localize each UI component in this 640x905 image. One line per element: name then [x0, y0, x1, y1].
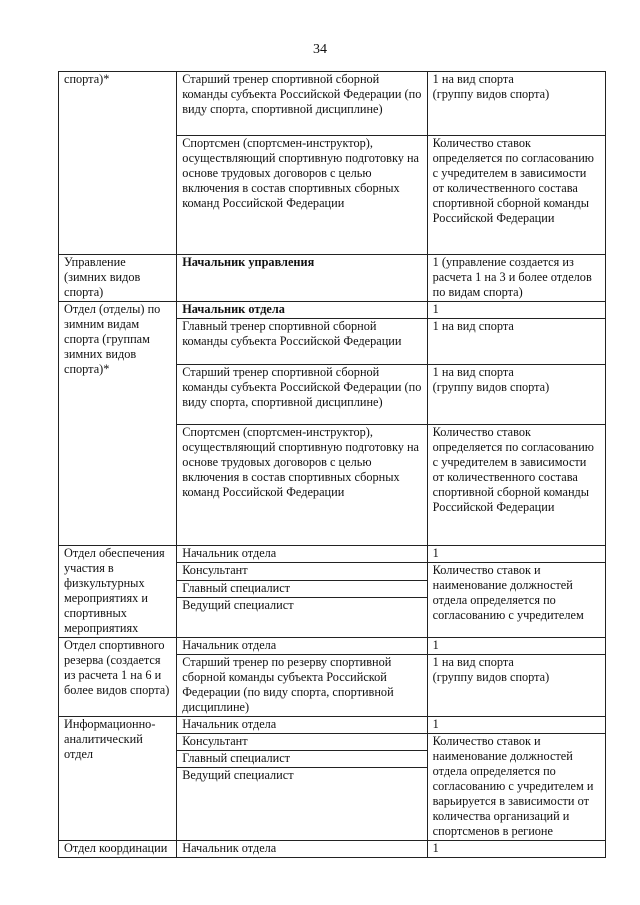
- table-row: [59, 72, 606, 136]
- table-row: [59, 638, 606, 655]
- unit-cell: Отдел (отделы) по зимним видам спорта (группам зимних видов спорта)*: [59, 302, 177, 546]
- position-cell: Ведущий специалист: [177, 598, 427, 638]
- unit-cell: Отдел координации: [59, 841, 177, 858]
- quota-cell: Количество ставок определяется по согласованию с учредителем в зависимости от количественного состава спортивной сборной команды Российской Федерации: [427, 136, 605, 255]
- quota-cell: 1: [427, 546, 605, 563]
- quota-cell: 1 (управление создается из расчета 1 на 3 и более отделов по видам спорта): [427, 255, 605, 302]
- position-cell: Главный специалист: [177, 751, 427, 768]
- unit-cell: Отдел обеспечения участия в физкультурных мероприятиях и спортивных мероприятиях: [59, 546, 177, 638]
- quota-cell: Количество ставок определяется по согласованию с учредителем в зависимости от количественного состава спортивной сборной команды Российской Федерации: [427, 425, 605, 546]
- position-cell: Старший тренер спортивной сборной команды субъекта Российской Федерации (по виду спорта, спортивной дисциплине): [177, 365, 427, 425]
- table-row: [59, 717, 606, 734]
- quota-cell: 1 на вид спорта (группу видов спорта): [427, 365, 605, 425]
- quota-cell: 1: [427, 302, 605, 319]
- quota-cell: 1: [427, 841, 605, 858]
- position-cell: Старший тренер спортивной сборной команды субъекта Российской Федерации (по виду спорта, спортивной дисциплине): [177, 72, 427, 136]
- staffing-table: [58, 71, 606, 858]
- position-cell: Начальник отдела: [177, 546, 427, 563]
- quota-cell: 1 на вид спорта (группу видов спорта): [427, 655, 605, 717]
- position-cell: Ведущий специалист: [177, 768, 427, 841]
- unit-cell: Информационно-аналитический отдел: [59, 717, 177, 841]
- position-cell: Начальник управления: [177, 255, 427, 302]
- position-cell: Начальник отдела: [177, 717, 427, 734]
- position-cell: Старший тренер по резерву спортивной сборной команды субъекта Российской Федерации (по виду спорта, спортивной дисциплине): [177, 655, 427, 717]
- position-cell: Консультант: [177, 563, 427, 581]
- table-row: [59, 546, 606, 563]
- quota-cell: Количество ставок и наименование должностей отдела определяется по согласованию с учредителем: [427, 563, 605, 638]
- position-cell: Главный тренер спортивной сборной команды субъекта Российской Федерации: [177, 319, 427, 365]
- unit-cell: спорта)*: [59, 72, 177, 255]
- unit-cell: Управление (зимних видов спорта): [59, 255, 177, 302]
- position-cell: Консультант: [177, 734, 427, 751]
- quota-cell: Количество ставок и наименование должностей отдела определяется по согласованию с учредителем и варьируется в зависимости от количества организаций и спортсменов в регионе: [427, 734, 605, 841]
- position-cell: Начальник отдела: [177, 302, 427, 319]
- table-row: [59, 841, 606, 858]
- table-row: [59, 255, 606, 302]
- position-cell: Спортсмен (спортсмен-инструктор), осуществляющий спортивную подготовку на основе трудовых договоров с целью включения в состав спортивных сборных команд Российской Федерации: [177, 425, 427, 546]
- quota-cell: 1 на вид спорта (группу видов спорта): [427, 72, 605, 136]
- quota-cell: 1: [427, 717, 605, 734]
- quota-cell: 1: [427, 638, 605, 655]
- position-cell: Начальник отдела: [177, 841, 427, 858]
- position-cell: Начальник отдела: [177, 638, 427, 655]
- page-number: 34: [313, 42, 327, 57]
- unit-cell: Отдел спортивного резерва (создается из расчета 1 на 6 и более видов спорта): [59, 638, 177, 717]
- position-cell: Главный специалист: [177, 581, 427, 598]
- table-row: [59, 302, 606, 319]
- quota-cell: 1 на вид спорта: [427, 319, 605, 365]
- position-cell: Спортсмен (спортсмен-инструктор), осуществляющий спортивную подготовку на основе трудовых договоров с целью включения в состав спортивных сборных команд Российской Федерации: [177, 136, 427, 255]
